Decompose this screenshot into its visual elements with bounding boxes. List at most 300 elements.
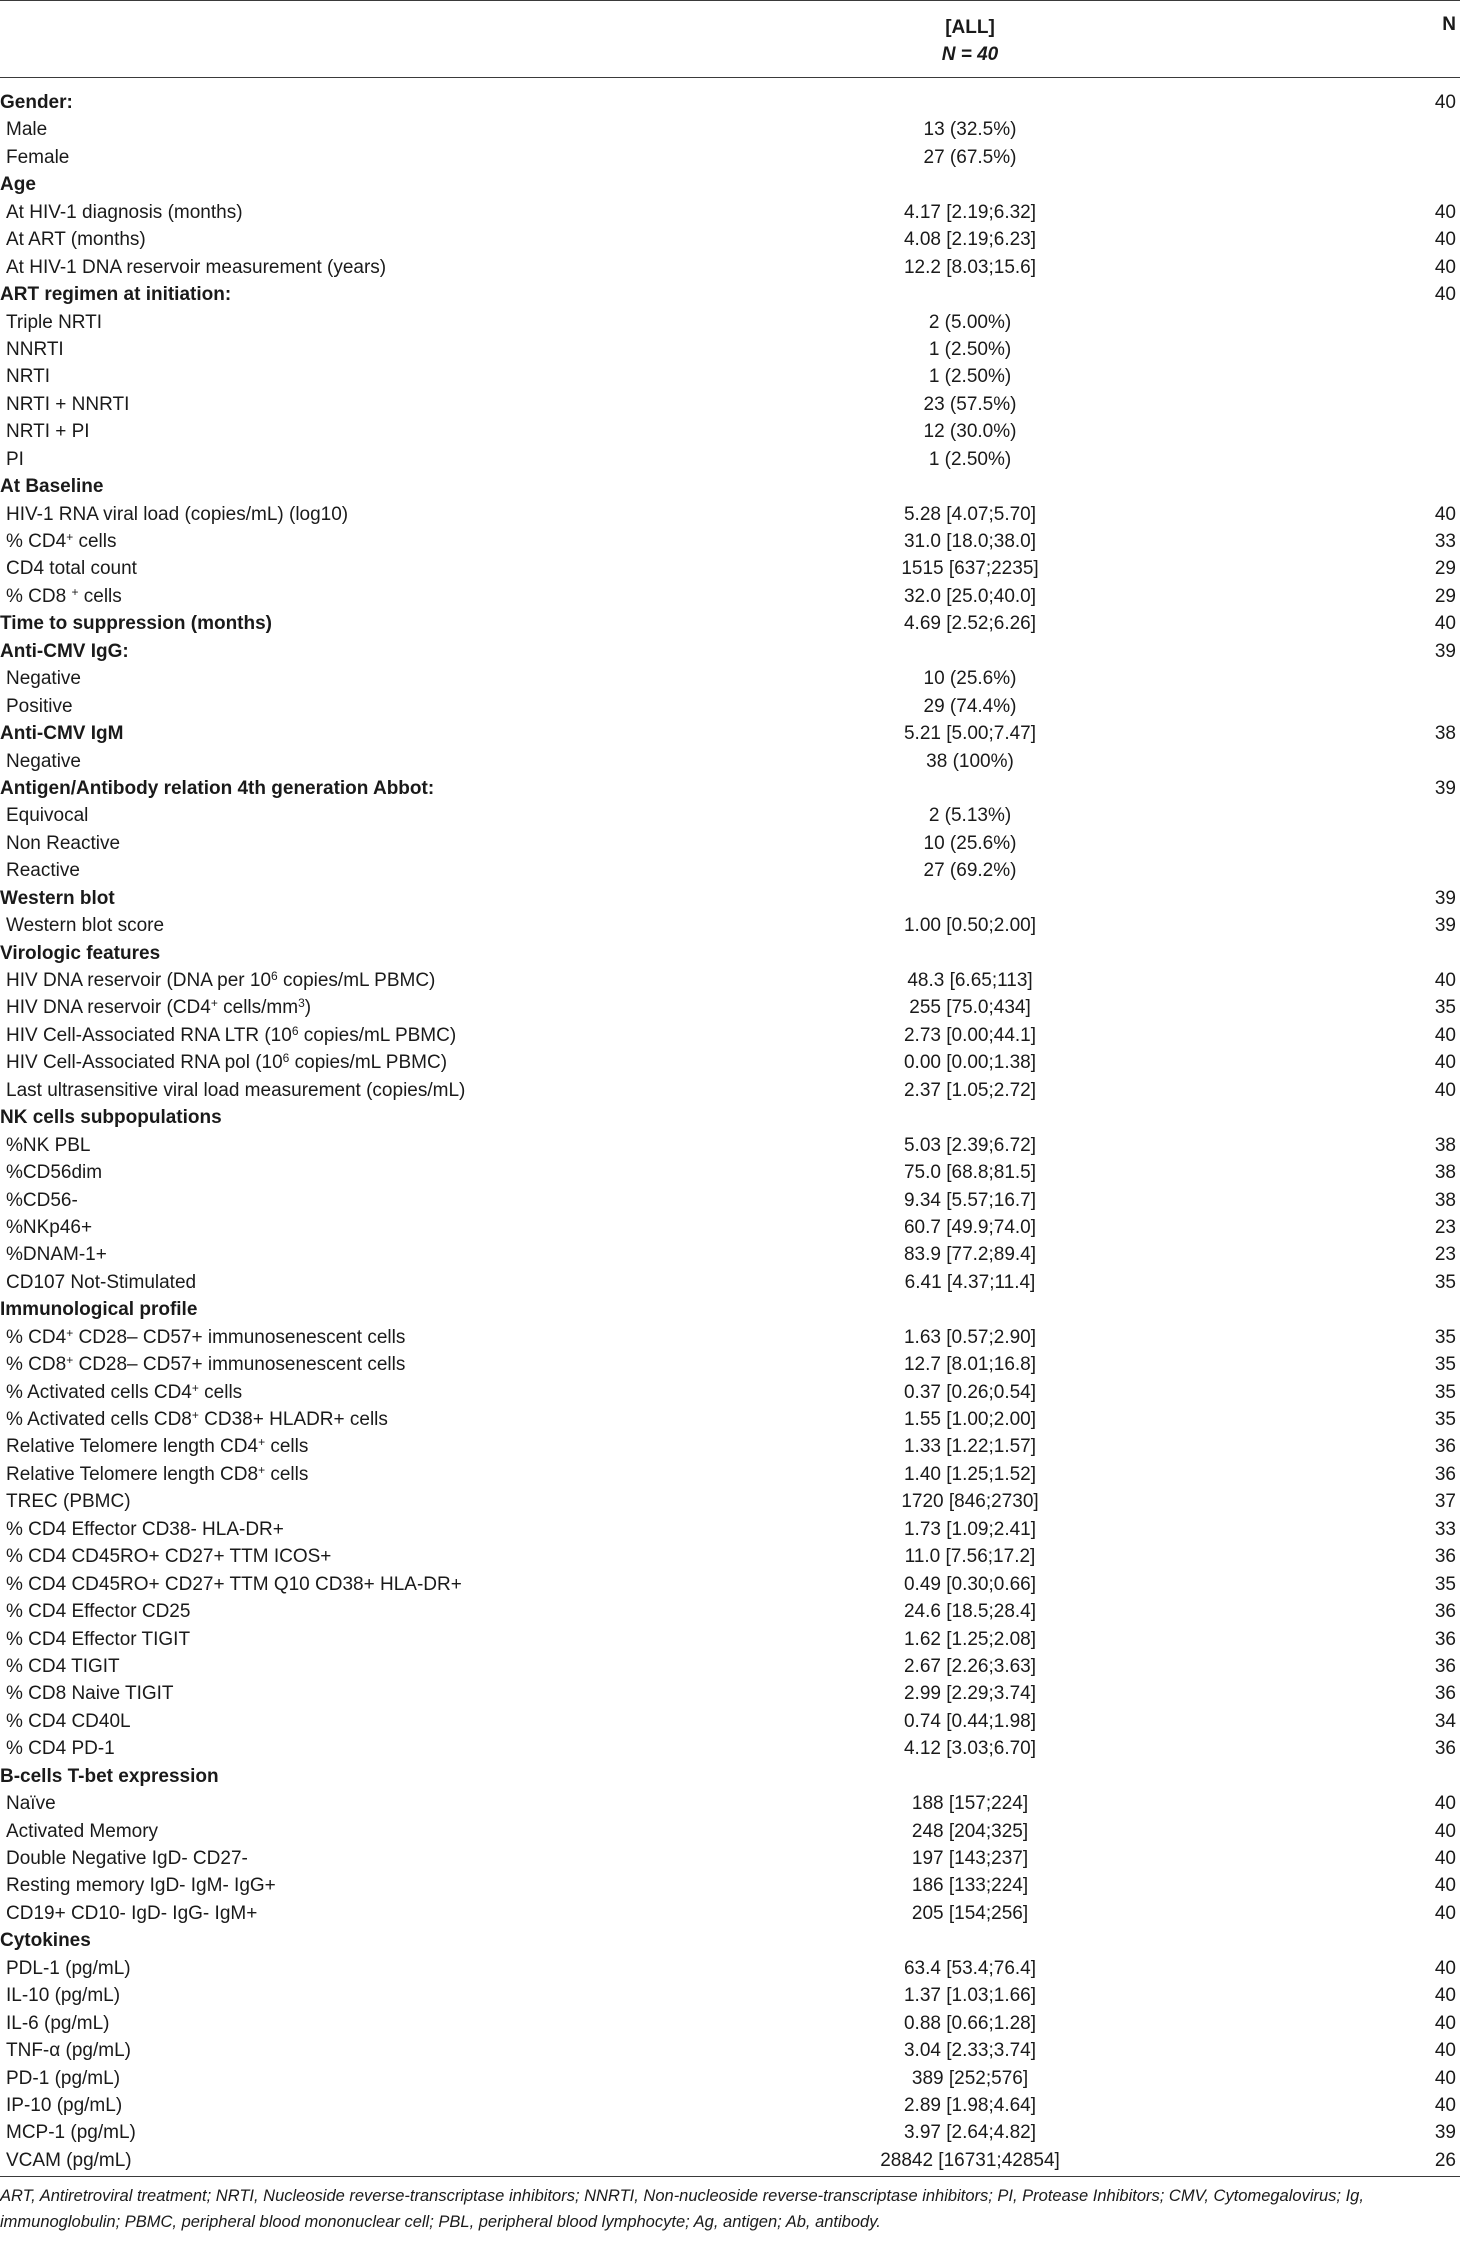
table-body bbox=[0, 89, 1460, 2174]
row-label-text: % CD8 bbox=[6, 1354, 67, 1376]
row-label bbox=[6, 391, 129, 418]
table-row bbox=[0, 2119, 1460, 2146]
row-label-suffix: cells bbox=[78, 585, 122, 607]
row-value: 2.99 [2.29;3.74] bbox=[903, 1683, 1037, 1705]
table-row bbox=[0, 309, 1460, 336]
row-label bbox=[6, 1626, 190, 1653]
row-value: 29 (74.4%) bbox=[923, 695, 1017, 717]
row-value: 1.73 [1.09;2.41] bbox=[903, 1518, 1037, 1540]
table-row bbox=[0, 1269, 1460, 1296]
footer-rule bbox=[0, 2176, 1460, 2177]
table-row bbox=[0, 446, 1460, 473]
row-label-text: Resting memory IgD- IgM- IgG+ bbox=[6, 1875, 276, 1897]
table-row bbox=[0, 1324, 1460, 1351]
row-n: 35 bbox=[1434, 997, 1456, 1019]
row-n: 39 bbox=[1434, 2122, 1456, 2144]
row-label bbox=[6, 1818, 158, 1845]
row-label-text: Reactive bbox=[6, 860, 80, 882]
table-row bbox=[0, 2147, 1460, 2174]
row-label bbox=[6, 1351, 405, 1378]
row-n: 23 bbox=[1434, 1244, 1456, 1266]
row-label-text: NNRTI bbox=[6, 338, 64, 360]
row-label-text: NRTI bbox=[6, 366, 50, 388]
row-value: 12.2 [8.03;15.6] bbox=[903, 256, 1037, 278]
row-label-text: % CD4 PD-1 bbox=[6, 1738, 115, 1760]
row-label bbox=[6, 1049, 447, 1076]
row-n: 23 bbox=[1434, 1216, 1456, 1238]
row-label bbox=[6, 1790, 56, 1817]
table-row bbox=[0, 1982, 1460, 2009]
table-row bbox=[0, 1626, 1460, 1653]
row-value: 4.69 [2.52;6.26] bbox=[903, 613, 1037, 635]
n-column-header: N bbox=[1442, 14, 1456, 35]
row-label bbox=[6, 446, 24, 473]
row-label-text: VCAM (pg/mL) bbox=[6, 2149, 132, 2171]
row-label-text: Anti-CMV IgM bbox=[0, 723, 124, 745]
table-row bbox=[0, 1488, 1460, 1515]
row-n: 40 bbox=[1434, 503, 1456, 525]
table-row bbox=[0, 1845, 1460, 1872]
row-label-text: % CD4 CD45RO+ CD27+ TTM ICOS+ bbox=[6, 1546, 332, 1568]
row-value: 4.08 [2.19;6.23] bbox=[903, 229, 1037, 251]
table-row bbox=[0, 1571, 1460, 1598]
row-label bbox=[6, 1708, 131, 1735]
table-row bbox=[0, 1077, 1460, 1104]
row-value: 255 [75.0;434] bbox=[909, 997, 1031, 1019]
row-label bbox=[6, 254, 386, 281]
section-label bbox=[0, 720, 123, 747]
row-n: 40 bbox=[1434, 92, 1456, 113]
row-value: 248 [204;325] bbox=[911, 1820, 1029, 1842]
row-label bbox=[6, 336, 64, 363]
row-label bbox=[6, 1241, 107, 1268]
row-n: 40 bbox=[1434, 1957, 1456, 1979]
section-header-row bbox=[0, 281, 1460, 308]
row-label-text: Last ultrasensitive viral load measurement (copies/mL) bbox=[6, 1079, 466, 1101]
section-header-row bbox=[0, 940, 1460, 967]
row-label-text: Male bbox=[6, 119, 48, 141]
row-label-text: At Baseline bbox=[0, 476, 104, 498]
table-row bbox=[0, 1653, 1460, 1680]
section-header-row bbox=[0, 720, 1460, 747]
row-label bbox=[6, 857, 80, 884]
row-value: 31.0 [18.0;38.0] bbox=[903, 531, 1037, 552]
row-n: 40 bbox=[1434, 256, 1456, 278]
row-value: 1.62 [1.25;2.08] bbox=[903, 1628, 1037, 1650]
row-label bbox=[6, 994, 311, 1021]
row-label-text: IP-10 (pg/mL) bbox=[6, 2094, 123, 2116]
table-row bbox=[0, 1241, 1460, 1268]
row-label bbox=[6, 1872, 276, 1899]
section-header-row bbox=[0, 775, 1460, 802]
section-header-row bbox=[0, 885, 1460, 912]
row-label-text: NRTI + PI bbox=[6, 421, 90, 443]
section-label bbox=[0, 89, 73, 116]
row-label-text: % Activated cells CD4 bbox=[6, 1381, 192, 1403]
row-label bbox=[6, 748, 81, 775]
row-label bbox=[6, 1433, 308, 1460]
row-label bbox=[6, 2119, 136, 2146]
row-value: 28842 [16731;42854] bbox=[880, 2149, 1060, 2171]
row-n: 35 bbox=[1434, 1381, 1456, 1403]
row-value: 27 (67.5%) bbox=[923, 146, 1017, 168]
row-n: 36 bbox=[1434, 1436, 1456, 1458]
row-value: 83.9 [77.2;89.4] bbox=[903, 1244, 1037, 1266]
row-value: 0.49 [0.30;0.66] bbox=[903, 1573, 1037, 1595]
row-label bbox=[6, 1598, 190, 1625]
row-n: 40 bbox=[1434, 1848, 1456, 1869]
table-row bbox=[0, 1214, 1460, 1241]
table-row bbox=[0, 1406, 1460, 1433]
row-label-text: Gender: bbox=[0, 92, 73, 113]
section-header-row bbox=[0, 473, 1460, 500]
table-header bbox=[0, 0, 1460, 77]
row-label bbox=[6, 1406, 388, 1433]
row-n: 40 bbox=[1434, 1793, 1456, 1815]
row-value: 12 (30.0%) bbox=[923, 421, 1017, 443]
row-n: 36 bbox=[1434, 1738, 1456, 1760]
row-label bbox=[6, 583, 122, 610]
row-label-text: Relative Telomere length CD4 bbox=[6, 1436, 259, 1458]
row-value: 48.3 [6.65;113] bbox=[907, 970, 1033, 991]
table-row bbox=[0, 391, 1460, 418]
row-label-suffix: cells bbox=[265, 1436, 309, 1458]
row-n: 36 bbox=[1434, 1546, 1456, 1568]
row-label-text: HIV-1 RNA viral load (copies/mL) (log10) bbox=[6, 503, 349, 525]
table-row bbox=[0, 857, 1460, 884]
row-label bbox=[6, 1653, 120, 1680]
row-label-text: MCP-1 (pg/mL) bbox=[6, 2122, 136, 2144]
row-label bbox=[6, 1543, 331, 1570]
row-label-text: Positive bbox=[6, 695, 73, 717]
row-value: 1.37 [1.03;1.66] bbox=[903, 1985, 1037, 2007]
row-label bbox=[6, 501, 348, 528]
row-value: 1 (2.50%) bbox=[928, 338, 1012, 360]
row-label-text: Negative bbox=[6, 668, 81, 690]
row-label bbox=[6, 1461, 308, 1488]
row-n: 39 bbox=[1434, 887, 1456, 909]
row-n: 33 bbox=[1434, 1518, 1456, 1540]
row-label-text: % CD8 bbox=[6, 585, 72, 607]
row-n: 35 bbox=[1434, 1409, 1456, 1430]
table-row bbox=[0, 1159, 1460, 1186]
row-value: 3.04 [2.33;3.74] bbox=[903, 2040, 1037, 2062]
table-row bbox=[0, 226, 1460, 253]
table-row bbox=[0, 2010, 1460, 2037]
row-label-superscript: 6 bbox=[291, 1023, 299, 1038]
row-label-superscript: + bbox=[210, 996, 218, 1011]
table-row bbox=[0, 199, 1460, 226]
row-label-text: Age bbox=[0, 174, 36, 196]
row-label bbox=[6, 1187, 78, 1214]
row-value: 27 (69.2%) bbox=[923, 860, 1017, 882]
row-label bbox=[6, 802, 88, 829]
table-row bbox=[0, 802, 1460, 829]
section-header-row bbox=[0, 89, 1460, 116]
row-label-text: IL-10 (pg/mL) bbox=[6, 1985, 121, 2007]
row-label bbox=[6, 1571, 462, 1598]
row-value: 63.4 [53.4;76.4] bbox=[903, 1957, 1037, 1979]
row-label bbox=[6, 309, 102, 336]
row-label bbox=[6, 1516, 284, 1543]
row-n: 39 bbox=[1434, 777, 1456, 799]
row-label-suffix: CD28– CD57+ immunosenescent cells bbox=[73, 1354, 406, 1376]
row-label-text: % CD4 CD40L bbox=[6, 1710, 131, 1732]
row-value: 0.37 [0.26;0.54] bbox=[903, 1381, 1037, 1403]
row-label-suffix: cells bbox=[265, 1463, 309, 1485]
row-label-text: Non Reactive bbox=[6, 832, 121, 854]
row-label bbox=[6, 2092, 122, 2119]
row-label bbox=[6, 2037, 131, 2064]
row-value: 5.28 [4.07;5.70] bbox=[903, 503, 1037, 525]
table-row bbox=[0, 336, 1460, 363]
table-row bbox=[0, 1461, 1460, 1488]
row-value: 2 (5.13%) bbox=[928, 805, 1012, 827]
row-label-text: % CD4 Effector TIGIT bbox=[6, 1628, 191, 1650]
table-row bbox=[0, 2037, 1460, 2064]
row-label-superscript: + bbox=[258, 1435, 266, 1450]
row-label-text: NRTI + NNRTI bbox=[6, 393, 130, 415]
row-label-suffix: CD28– CD57+ immunosenescent cells bbox=[73, 1326, 406, 1348]
row-n: 39 bbox=[1434, 640, 1456, 662]
row-label-text: PI bbox=[6, 448, 24, 470]
row-label-superscript: + bbox=[258, 1462, 266, 1477]
row-label bbox=[6, 912, 164, 939]
all-column-sample-size: N = 40 bbox=[941, 44, 999, 65]
row-value: 75.0 [68.8;81.5] bbox=[903, 1162, 1037, 1184]
row-label-text: Relative Telomere length CD8 bbox=[6, 1463, 259, 1485]
row-label bbox=[6, 1379, 242, 1406]
row-value: 197 [143;237] bbox=[911, 1848, 1029, 1869]
row-n: 36 bbox=[1434, 1463, 1456, 1485]
row-label-suffix: ) bbox=[304, 997, 312, 1019]
row-n: 40 bbox=[1434, 2040, 1456, 2062]
row-n: 40 bbox=[1434, 1985, 1456, 2007]
row-value: 9.34 [5.57;16.7] bbox=[903, 1189, 1037, 1211]
row-n: 37 bbox=[1434, 1491, 1456, 1513]
row-label-suffix: copies/mL PBMC) bbox=[277, 970, 436, 991]
table-row bbox=[0, 528, 1460, 555]
row-n: 40 bbox=[1434, 1820, 1456, 1842]
row-n: 29 bbox=[1434, 558, 1456, 580]
row-n: 40 bbox=[1434, 613, 1456, 635]
row-value: 0.00 [0.00;1.38] bbox=[903, 1052, 1037, 1074]
row-label bbox=[6, 1077, 465, 1104]
row-label-text: CD19+ CD10- IgD- IgG- IgM+ bbox=[6, 1902, 258, 1924]
table-row bbox=[0, 1132, 1460, 1159]
table-row bbox=[0, 1516, 1460, 1543]
row-value: 4.17 [2.19;6.32] bbox=[903, 201, 1037, 223]
row-label bbox=[6, 1900, 257, 1927]
section-label bbox=[0, 885, 115, 912]
row-label bbox=[6, 1982, 120, 2009]
row-n: 40 bbox=[1434, 1902, 1456, 1924]
table-row bbox=[0, 1900, 1460, 1927]
row-label-text: CD4 total count bbox=[6, 558, 137, 580]
row-label-text: Virologic features bbox=[0, 942, 161, 964]
table-row bbox=[0, 1049, 1460, 1076]
table-footnote: ART, Antiretroviral treatment; NRTI, Nucleoside reverse-transcriptase inhibitors; NNRTI, Non-nucleoside reverse-transcriptase inhibitors; PI, Protease Inhibitors; CMV, Cytomegalovirus; Ig, immunoglobulin; PBMC, peripheral blood mononuclear cell; PBL, peripheral blood lymphocyte; Ag, antigen; Ab, antibody. bbox=[0, 2187, 1364, 2231]
all-column-label: [ALL] bbox=[945, 17, 995, 38]
row-label bbox=[6, 693, 73, 720]
row-label-suffix: CD38+ HLADR+ cells bbox=[198, 1409, 388, 1430]
row-value: 2.73 [0.00;44.1] bbox=[903, 1024, 1037, 1046]
table-row bbox=[0, 1790, 1460, 1817]
row-value: 5.21 [5.00;7.47] bbox=[903, 723, 1037, 745]
row-label-text: Female bbox=[6, 146, 70, 168]
section-label bbox=[0, 1927, 91, 1954]
row-label-text: B-cells T-bet expression bbox=[0, 1765, 219, 1787]
row-label-superscript: + bbox=[66, 530, 74, 544]
row-label-text: %CD56dim bbox=[6, 1162, 103, 1184]
row-label bbox=[6, 1269, 196, 1296]
row-value: 24.6 [18.5;28.4] bbox=[903, 1601, 1037, 1623]
row-n: 40 bbox=[1434, 2067, 1456, 2089]
row-label-superscript: + bbox=[71, 584, 79, 599]
row-label bbox=[6, 665, 81, 692]
table-row bbox=[0, 912, 1460, 939]
row-n: 40 bbox=[1434, 2012, 1456, 2034]
row-label-text: Equivocal bbox=[6, 805, 89, 827]
table-row bbox=[0, 144, 1460, 171]
row-label bbox=[6, 1022, 456, 1049]
section-header-row bbox=[0, 638, 1460, 665]
row-value: 6.41 [4.37;11.4] bbox=[904, 1271, 1036, 1293]
row-n: 36 bbox=[1434, 1601, 1456, 1623]
row-value: 1.63 [0.57;2.90] bbox=[903, 1326, 1037, 1348]
row-n: 40 bbox=[1434, 1875, 1456, 1897]
section-label bbox=[0, 1104, 222, 1131]
row-value: 1515 [637;2235] bbox=[901, 558, 1039, 580]
row-label-text: Negative bbox=[6, 750, 81, 772]
row-label bbox=[6, 226, 146, 253]
row-label bbox=[6, 2065, 120, 2092]
row-label-superscript: 3 bbox=[298, 996, 305, 1011]
row-label-text: HIV Cell-Associated RNA pol (10 bbox=[6, 1052, 283, 1074]
row-label-text: PDL-1 (pg/mL) bbox=[6, 1957, 131, 1979]
table-row bbox=[0, 830, 1460, 857]
row-label-text: ART regimen at initiation: bbox=[0, 284, 232, 306]
row-n: 38 bbox=[1434, 1162, 1456, 1184]
row-label-suffix: copies/mL PBMC) bbox=[298, 1024, 457, 1046]
row-label bbox=[6, 1735, 115, 1762]
row-n: 33 bbox=[1434, 531, 1456, 552]
row-label-text: % CD4 CD45RO+ CD27+ TTM Q10 CD38+ HLA-DR+ bbox=[6, 1573, 462, 1595]
row-label bbox=[6, 144, 69, 171]
row-label-text: %DNAM-1+ bbox=[6, 1244, 107, 1266]
row-value: 23 (57.5%) bbox=[923, 393, 1017, 415]
table-row bbox=[0, 967, 1460, 994]
row-n: 40 bbox=[1434, 1024, 1456, 1046]
row-value: 32.0 [25.0;40.0] bbox=[903, 585, 1037, 607]
row-value: 3.97 [2.64;4.82] bbox=[903, 2122, 1037, 2144]
row-value: 38 (100%) bbox=[926, 750, 1014, 772]
table-row bbox=[0, 1818, 1460, 1845]
row-n: 40 bbox=[1434, 1052, 1456, 1074]
row-label-superscript: 6 bbox=[271, 969, 278, 983]
row-n: 40 bbox=[1434, 2094, 1456, 2116]
table-row bbox=[0, 1351, 1460, 1378]
section-label bbox=[0, 281, 231, 308]
row-label-text: Double Negative IgD- CD27- bbox=[6, 1848, 248, 1869]
row-label-text: % CD8 Naive TIGIT bbox=[6, 1683, 174, 1705]
row-value: 12.7 [8.01;16.8] bbox=[903, 1354, 1037, 1376]
row-label bbox=[6, 418, 90, 445]
row-value: 10 (25.6%) bbox=[923, 832, 1017, 854]
section-label bbox=[0, 1296, 197, 1323]
row-label-text: HIV Cell-Associated RNA LTR (10 bbox=[6, 1024, 292, 1046]
row-n: 40 bbox=[1434, 229, 1456, 251]
row-value: 2 (5.00%) bbox=[928, 311, 1012, 333]
row-label bbox=[6, 1324, 405, 1351]
row-value: 10 (25.6%) bbox=[923, 668, 1017, 690]
row-n: 35 bbox=[1434, 1573, 1456, 1595]
table-row bbox=[0, 1433, 1460, 1460]
row-value: 2.67 [2.26;3.63] bbox=[903, 1655, 1037, 1677]
row-label bbox=[6, 1955, 131, 1982]
table-row bbox=[0, 363, 1460, 390]
row-label-text: HIV DNA reservoir (CD4 bbox=[6, 997, 211, 1019]
table-row bbox=[0, 1708, 1460, 1735]
row-value: 1720 [846;2730] bbox=[901, 1491, 1039, 1513]
row-label-text: Triple NRTI bbox=[6, 311, 103, 333]
row-n: 35 bbox=[1434, 1326, 1456, 1348]
row-label bbox=[6, 1132, 90, 1159]
table-row bbox=[0, 418, 1460, 445]
row-label-text: Cytokines bbox=[0, 1930, 91, 1952]
section-label bbox=[0, 171, 36, 198]
row-n: 35 bbox=[1434, 1271, 1456, 1293]
table-row bbox=[0, 994, 1460, 1021]
section-label bbox=[0, 638, 129, 665]
row-label bbox=[6, 199, 243, 226]
row-label-text: Western blot score bbox=[6, 915, 165, 937]
row-label-text: NK cells subpopulations bbox=[0, 1107, 222, 1129]
row-label-text: % CD4 bbox=[6, 531, 67, 552]
row-n: 26 bbox=[1434, 2149, 1456, 2171]
row-n: 40 bbox=[1434, 1079, 1456, 1101]
row-label-superscript: + bbox=[66, 1353, 74, 1368]
row-label bbox=[6, 967, 435, 994]
row-value: 1 (2.50%) bbox=[928, 366, 1012, 388]
row-label bbox=[6, 2010, 109, 2037]
table-row bbox=[0, 1955, 1460, 1982]
row-label-text: IL-6 (pg/mL) bbox=[6, 2012, 110, 2034]
table-row bbox=[0, 1680, 1460, 1707]
section-header-row bbox=[0, 171, 1460, 198]
row-label-superscript: 6 bbox=[282, 1051, 290, 1066]
table-row bbox=[0, 1187, 1460, 1214]
row-value: 186 [133;224] bbox=[911, 1875, 1029, 1897]
row-value: 0.74 [0.44;1.98] bbox=[903, 1710, 1037, 1732]
table-row bbox=[0, 1872, 1460, 1899]
row-label-text: CD107 Not-Stimulated bbox=[6, 1271, 197, 1293]
row-n: 35 bbox=[1434, 1354, 1456, 1376]
row-value: 389 [252;576] bbox=[911, 2067, 1029, 2089]
row-label-text: % CD4 Effector CD25 bbox=[6, 1601, 191, 1623]
row-n: 36 bbox=[1434, 1655, 1456, 1677]
row-n: 40 bbox=[1434, 970, 1456, 991]
row-label bbox=[6, 1680, 174, 1707]
row-value: 1.55 [1.00;2.00] bbox=[903, 1409, 1037, 1430]
row-n: 40 bbox=[1434, 201, 1456, 223]
section-header-row bbox=[0, 1296, 1460, 1323]
row-label-text: %NKp46+ bbox=[6, 1216, 93, 1238]
row-label-text: %CD56- bbox=[6, 1189, 78, 1211]
table-row bbox=[0, 1543, 1460, 1570]
row-label bbox=[6, 830, 120, 857]
row-label-text: Time to suppression (months) bbox=[0, 613, 273, 635]
